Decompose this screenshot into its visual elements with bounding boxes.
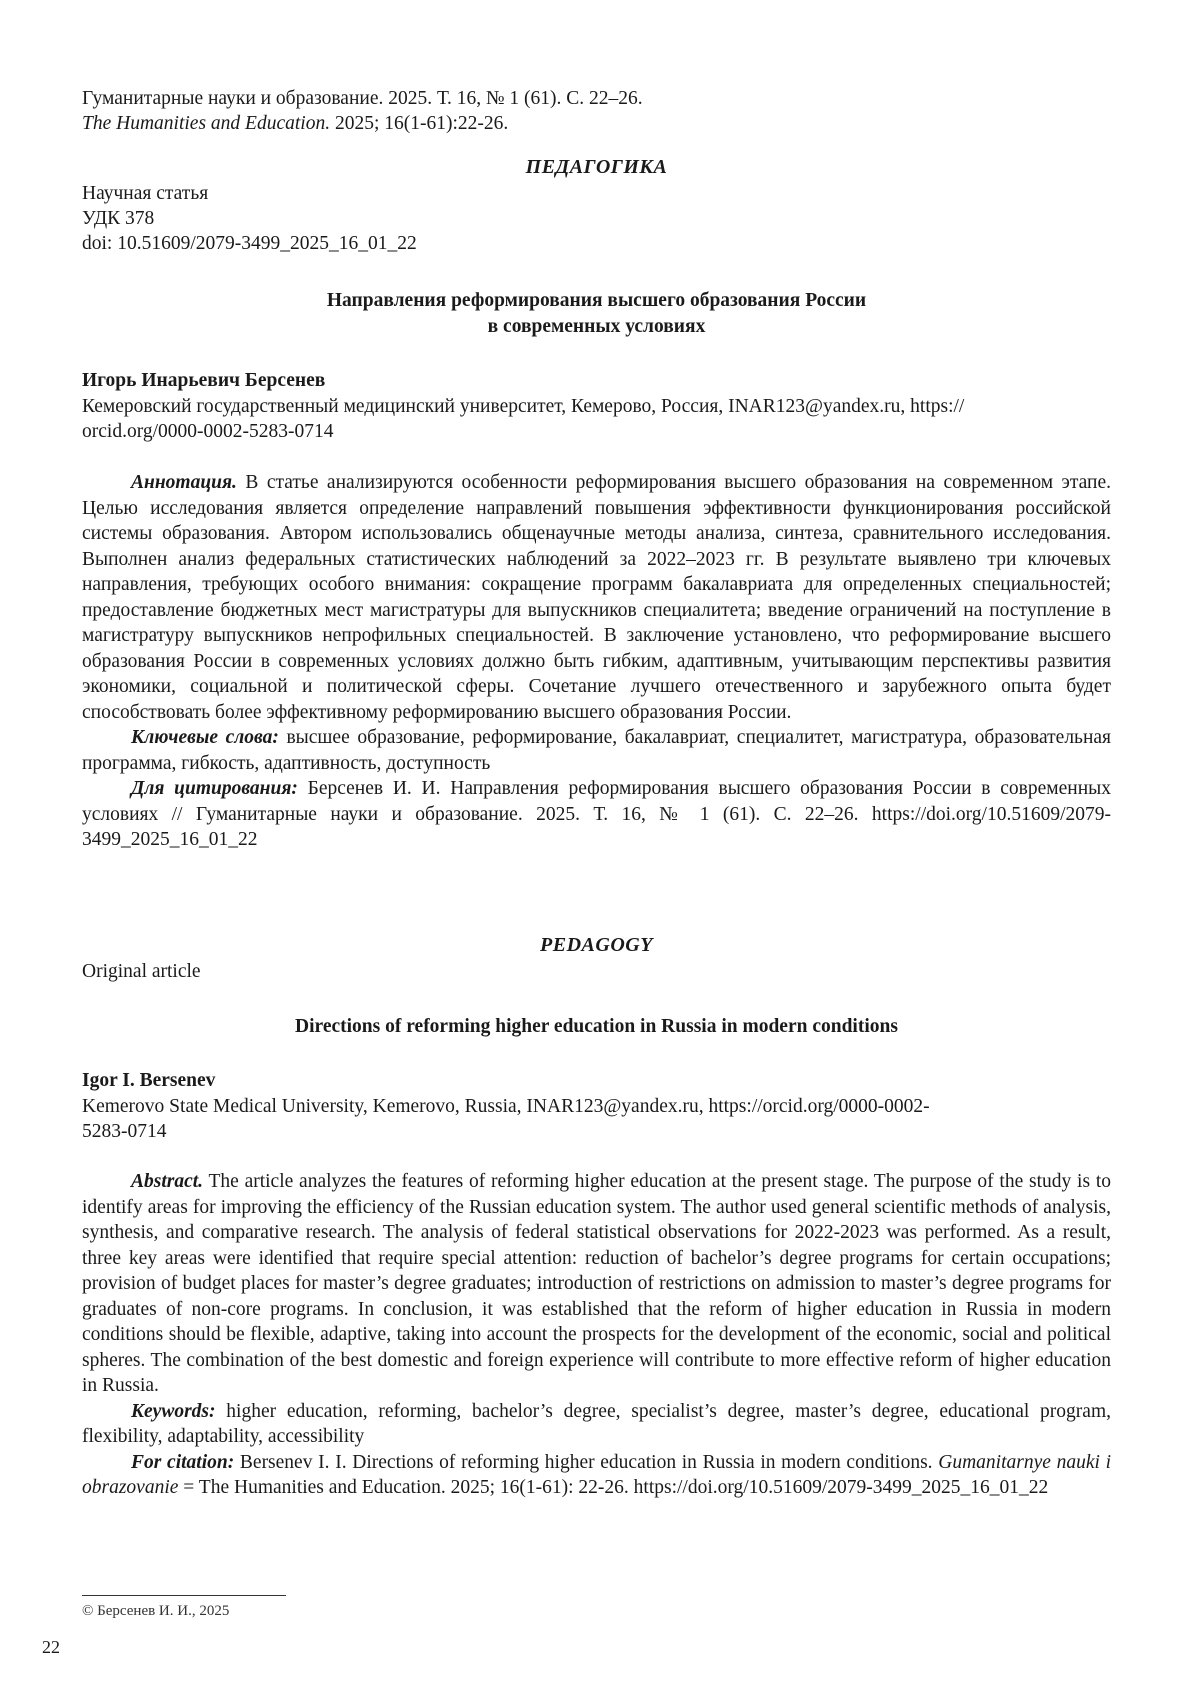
affiliation-ru-line2: orcid.org/0000-0002-5283-0714 xyxy=(82,421,334,442)
article-title-en: Directions of reforming higher education in Russia in modern conditions xyxy=(295,1016,898,1037)
abstract-ru xyxy=(82,470,1111,725)
section-heading-ru: ПЕДАГОГИКА xyxy=(525,156,668,178)
keywords-label-ru: Ключевые слова: xyxy=(131,727,279,748)
citation-ru xyxy=(82,776,1111,853)
citation-text-ru: Берсенев И. И. Направления реформирования высшего образования России в современных условиях // Гуманитарные науки и образование. 2025. Т. 16, № 1 (61). С. 22–26. https://doi.org/10.51609/2079-3499_2025_16_01_22 xyxy=(82,778,1111,850)
article-title-ru-line1: Направления реформирования высшего образования России xyxy=(326,290,867,311)
author-name-ru: Игорь Инарьевич Берсенев xyxy=(82,370,326,391)
article-type-ru: Научная статья xyxy=(82,183,209,204)
citation-en xyxy=(82,1450,1111,1501)
page-number: 22 xyxy=(42,1637,60,1657)
citation-text-en-1: Bersenev I. I. Directions of reforming higher education in Russia in modern conditions. xyxy=(239,1451,933,1473)
abstract-text-ru: В статье анализируются особенности реформирования высшего образования на современном этапе. Целью исследования является определение направлений повышения эффективности функционирования российской системы образования. Автором использовались общенаучные методы анализа, синтеза, сравнительного исследования. Выполнен анализ федеральных статистических наблюдений за 2022–2023 гг. В результате выявлено три ключевых направления, требующих особого внимания: сокращение программ бакалавриата для определенных специальностей; предоставление бюджетных мест магистратуры для выпускников специалитета; введение ограничений на поступление в магистратуру выпускников непрофильных специальностей. В заключение установлено, что реформирование высшего образования России в современных условиях должно быть гибким, адаптивным, учитывающим перспективы развития экономики, социальной и политической сферы. Сочетание лучшего отечественного и зарубежного опыта будет способствовать более эффективному реформированию высшего образования России. xyxy=(82,472,1111,723)
citation-label-en: For citation: xyxy=(131,1451,235,1473)
affiliation-en-line1: Kemerovo State Medical University, Kemerovo, Russia, INAR123@yandex.ru, https://orcid.org/0000-0002- xyxy=(82,1096,930,1117)
journal-header-en xyxy=(82,111,508,136)
citation-text-en-2: = The Humanities and Education. 2025; 16(1-61): 22-26. https://doi.org/10.51609/2079-3499_2025_16_01_22 xyxy=(183,1477,1049,1498)
abstract-text-en: The article analyzes the features of reforming higher education at the present stage. The purpose of the study is to identify areas for improving the efficiency of the Russian education system. The author used general scientific methods of analysis, synthesis, and comparative research. The analysis of federal statistical observations for 2022-2023 was performed. As a result, three key areas were identified that require special attention: reduction of bachelor’s degree programs for certain occupations; provision of budget places for master’s degree graduates; introduction of restrictions on admission to master’s degree programs for graduates of non-core programs. In conclusion, it was established that the reform of higher education in Russia in modern conditions should be flexible, adaptive, taking into account the prospects for the development of the economic, social and political spheres. The combination of the best domestic and foreign experience will contribute to more effective reform of higher education in Russia. xyxy=(82,1171,1111,1396)
abstract-block-ru xyxy=(82,470,1111,853)
keywords-text-en: higher education, reforming, bachelor’s degree, specialist’s degree, master’s degree, educational program, flexibility, adaptability, accessibility xyxy=(82,1400,1111,1447)
keywords-text-ru: высшее образование, реформирование, бакалавриат, специалитет, магистратура, образовательная программа, гибкость, адаптивность, доступность xyxy=(82,727,1112,774)
keywords-en xyxy=(82,1399,1111,1450)
affiliation-ru-line1: Кемеровский государственный медицинский университет, Кемерово, Россия, INAR123@yandex.ru, https:// xyxy=(82,396,965,417)
udc-code: УДК 378 xyxy=(82,208,155,229)
abstract-block-en xyxy=(82,1169,1111,1501)
article-title-ru-line2: в современных условиях xyxy=(487,316,706,337)
citation-journal-en: Gumanitarnye nauki i obrazovanie xyxy=(82,1451,1112,1498)
doi-ru: doi: 10.51609/2079-3499_2025_16_01_22 xyxy=(82,233,417,254)
footnote-divider xyxy=(82,1595,286,1596)
affiliation-en-line2: 5283-0714 xyxy=(82,1121,167,1142)
journal-header-ru: Гуманитарные науки и образование. 2025. Т. 16, № 1 (61). С. 22–26. xyxy=(82,88,643,109)
journal-ref-en: 2025; 16(1-61):22-26. xyxy=(330,113,509,134)
abstract-label-ru: Аннотация. xyxy=(131,472,237,493)
article-type-en: Original article xyxy=(82,961,201,982)
keywords-ru xyxy=(82,725,1111,776)
copyright-footnote: © Берсенев И. И., 2025 xyxy=(82,1603,230,1619)
abstract-en xyxy=(82,1169,1111,1399)
keywords-label-en: Keywords: xyxy=(131,1400,216,1422)
abstract-label-en: Abstract. xyxy=(131,1171,204,1192)
section-heading-en: PEDAGOGY xyxy=(540,934,653,956)
citation-label-ru: Для цитирования: xyxy=(131,778,298,799)
author-name-en: Igor I. Bersenev xyxy=(82,1070,216,1091)
journal-name-en: The Humanities and Education. xyxy=(82,113,331,134)
